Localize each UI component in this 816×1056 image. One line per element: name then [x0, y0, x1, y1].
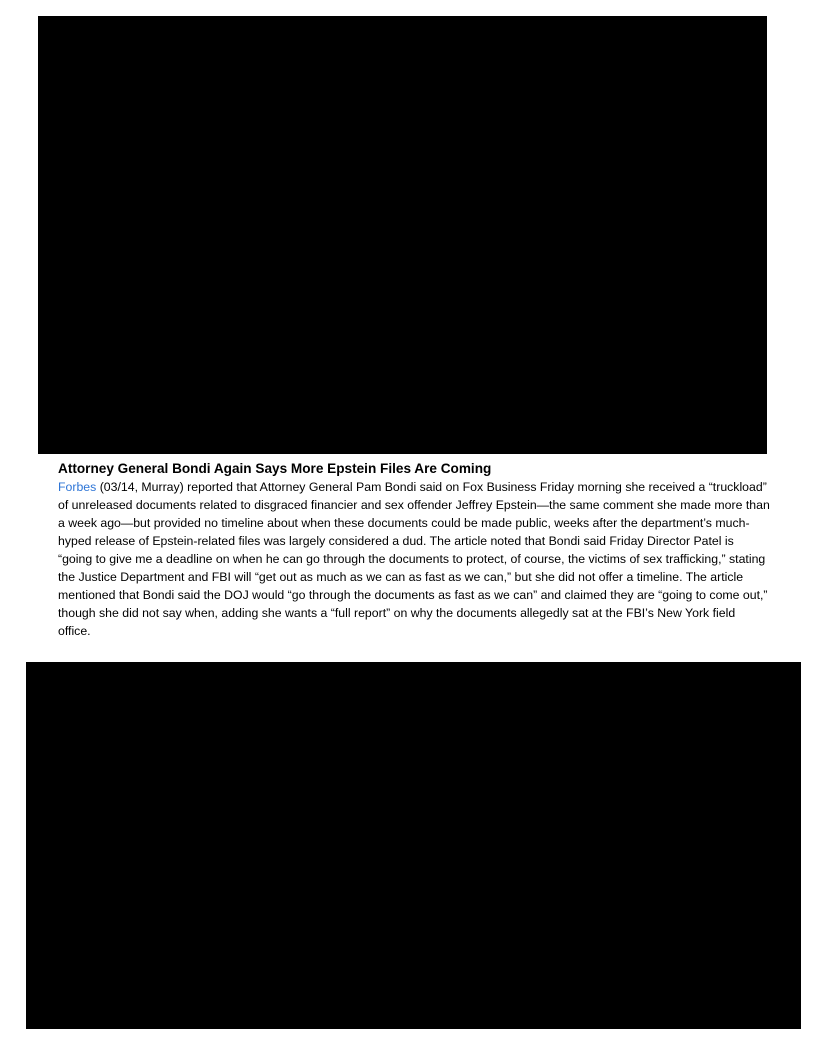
source-meta: (03/14, Murray) — [96, 480, 184, 494]
news-article — [58, 460, 770, 640]
article-body-text: reported that Attorney General Pam Bondi said on Fox Business Friday morning she received a “truckload” of unreleased documents related to disgraced financier and sex offender Jeffrey Epstein—the same comment she made more than a week ago—but provided no timeline about when these documents could be made public, weeks after the department’s much-hyped release of Epstein-related files was largely considered a dud. The article noted that Bondi said Friday Director Patel is “going to give me a deadline on when he can go through the documents to protect, of course, the victims of sex trafficking,” stating the Justice Department and FBI will “get out as much as we can as fast as we can,” but she did not offer a timeline. The article mentioned that Bondi said the DOJ would “go through the documents as fast as we can” and claimed they are “going to come out,” though she did not say when, adding she wants a “full report” on why the documents allegedly sat at the FBI’s New York field office. — [58, 480, 770, 638]
article-body — [58, 478, 770, 640]
article-headline: Attorney General Bondi Again Says More Epstein Files Are Coming — [58, 461, 492, 476]
redaction-block-bottom — [26, 662, 801, 1029]
source-link-forbes[interactable]: Forbes — [58, 480, 97, 494]
redaction-block-top — [38, 16, 767, 454]
